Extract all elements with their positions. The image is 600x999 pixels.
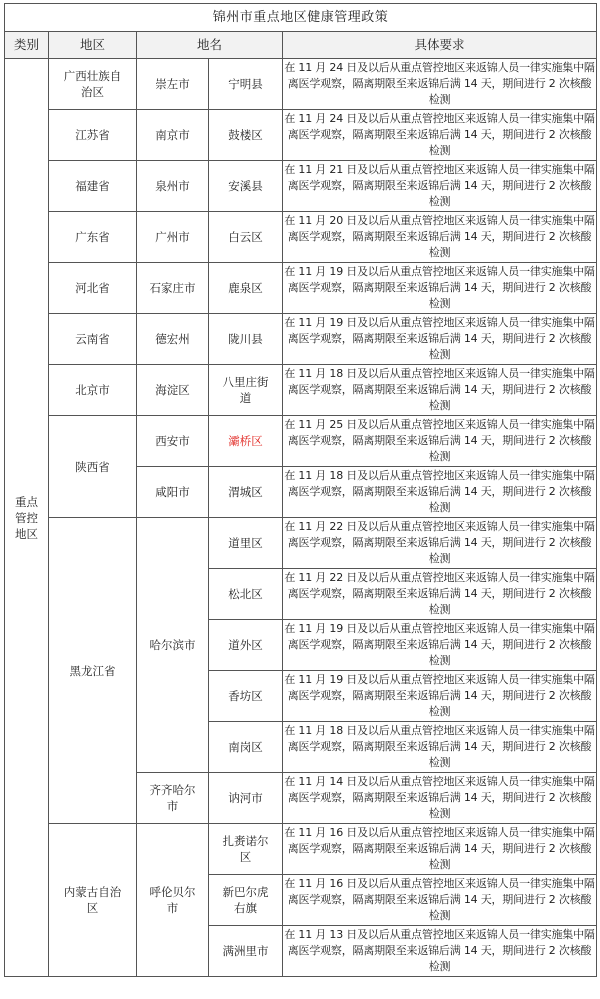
requirement-cell: 在 11 月 21 日及以后从重点管控地区来返锦人员一律实施集中隔离医学观察，隔离期限至来返锦后满 14 天，期间进行 2 次核酸检测 xyxy=(283,161,597,212)
district-cell: 安溪县 xyxy=(209,161,283,212)
requirement-cell: 在 11 月 13 日及以后从重点管控地区来返锦人员一律实施集中隔离医学观察，隔离期限至来返锦后满 14 天，期间进行 2 次核酸检测 xyxy=(283,926,597,977)
district-cell: 陇川县 xyxy=(209,314,283,365)
city-cell: 石家庄市 xyxy=(137,263,209,314)
district-cell: 鼓楼区 xyxy=(209,110,283,161)
city-cell: 齐齐哈尔 市 xyxy=(137,773,209,824)
table-row xyxy=(5,110,597,161)
category-cell: 重点 管控 地区 xyxy=(5,59,49,977)
policy-table xyxy=(4,3,597,977)
city-cell: 南京市 xyxy=(137,110,209,161)
district-cell: 满洲里市 xyxy=(209,926,283,977)
region-cell: 陕西省 xyxy=(49,416,137,518)
region-cell: 河北省 xyxy=(49,263,137,314)
city-cell: 海淀区 xyxy=(137,365,209,416)
table-row xyxy=(5,416,597,467)
district-cell: 松北区 xyxy=(209,569,283,620)
city-cell: 呼伦贝尔 市 xyxy=(137,824,209,977)
district-cell: 八里庄街 道 xyxy=(209,365,283,416)
region-cell: 内蒙古自治 区 xyxy=(49,824,137,977)
region-cell: 云南省 xyxy=(49,314,137,365)
district-cell: 新巴尔虎 右旗 xyxy=(209,875,283,926)
table-row xyxy=(5,212,597,263)
city-cell: 广州市 xyxy=(137,212,209,263)
district-cell: 鹿泉区 xyxy=(209,263,283,314)
requirement-cell: 在 11 月 19 日及以后从重点管控地区来返锦人员一律实施集中隔离医学观察，隔离期限至来返锦后满 14 天，期间进行 2 次核酸检测 xyxy=(283,671,597,722)
city-cell: 咸阳市 xyxy=(137,467,209,518)
district-cell: 灞桥区 xyxy=(209,416,283,467)
requirement-cell: 在 11 月 18 日及以后从重点管控地区来返锦人员一律实施集中隔离医学观察，隔离期限至来返锦后满 14 天，期间进行 2 次核酸检测 xyxy=(283,467,597,518)
district-cell: 香坊区 xyxy=(209,671,283,722)
district-cell: 道外区 xyxy=(209,620,283,671)
region-cell: 江苏省 xyxy=(49,110,137,161)
requirement-cell: 在 11 月 16 日及以后从重点管控地区来返锦人员一律实施集中隔离医学观察，隔离期限至来返锦后满 14 天，期间进行 2 次核酸检测 xyxy=(283,824,597,875)
table-title: 锦州市重点地区健康管理政策 xyxy=(5,4,597,32)
city-cell: 哈尔滨市 xyxy=(137,518,209,773)
district-cell: 南岗区 xyxy=(209,722,283,773)
header-requirement: 具体要求 xyxy=(283,32,597,59)
region-cell: 福建省 xyxy=(49,161,137,212)
district-cell: 白云区 xyxy=(209,212,283,263)
table-row xyxy=(5,59,597,110)
region-cell: 广西壮族自 治区 xyxy=(49,59,137,110)
table-row xyxy=(5,314,597,365)
district-cell: 讷河市 xyxy=(209,773,283,824)
requirement-cell: 在 11 月 22 日及以后从重点管控地区来返锦人员一律实施集中隔离医学观察，隔离期限至来返锦后满 14 天，期间进行 2 次核酸检测 xyxy=(283,518,597,569)
table-row xyxy=(5,263,597,314)
city-cell: 德宏州 xyxy=(137,314,209,365)
requirement-cell: 在 11 月 19 日及以后从重点管控地区来返锦人员一律实施集中隔离医学观察，隔离期限至来返锦后满 14 天，期间进行 2 次核酸检测 xyxy=(283,263,597,314)
district-cell: 道里区 xyxy=(209,518,283,569)
header-category: 类别 xyxy=(5,32,49,59)
city-cell: 西安市 xyxy=(137,416,209,467)
region-cell: 广东省 xyxy=(49,212,137,263)
region-cell: 北京市 xyxy=(49,365,137,416)
district-cell: 扎赉诺尔 区 xyxy=(209,824,283,875)
requirement-cell: 在 11 月 24 日及以后从重点管控地区来返锦人员一律实施集中隔离医学观察，隔离期限至来返锦后满 14 天，期间进行 2 次核酸检测 xyxy=(283,110,597,161)
city-cell: 崇左市 xyxy=(137,59,209,110)
district-cell: 宁明县 xyxy=(209,59,283,110)
city-cell: 泉州市 xyxy=(137,161,209,212)
requirement-cell: 在 11 月 18 日及以后从重点管控地区来返锦人员一律实施集中隔离医学观察，隔离期限至来返锦后满 14 天，期间进行 2 次核酸检测 xyxy=(283,722,597,773)
region-cell: 黑龙江省 xyxy=(49,518,137,824)
table-row xyxy=(5,824,597,875)
table-row xyxy=(5,161,597,212)
table-row xyxy=(5,518,597,569)
requirement-cell: 在 11 月 16 日及以后从重点管控地区来返锦人员一律实施集中隔离医学观察，隔离期限至来返锦后满 14 天，期间进行 2 次核酸检测 xyxy=(283,875,597,926)
table-header-row xyxy=(5,32,597,59)
header-region: 地区 xyxy=(49,32,137,59)
district-cell: 渭城区 xyxy=(209,467,283,518)
header-place-name: 地名 xyxy=(137,32,283,59)
requirement-cell: 在 11 月 19 日及以后从重点管控地区来返锦人员一律实施集中隔离医学观察，隔离期限至来返锦后满 14 天，期间进行 2 次核酸检测 xyxy=(283,314,597,365)
requirement-cell: 在 11 月 25 日及以后从重点管控地区来返锦人员一律实施集中隔离医学观察，隔离期限至来返锦后满 14 天，期间进行 2 次核酸检测 xyxy=(283,416,597,467)
table-row xyxy=(5,365,597,416)
requirement-cell: 在 11 月 24 日及以后从重点管控地区来返锦人员一律实施集中隔离医学观察，隔离期限至来返锦后满 14 天，期间进行 2 次核酸检测 xyxy=(283,59,597,110)
requirement-cell: 在 11 月 19 日及以后从重点管控地区来返锦人员一律实施集中隔离医学观察，隔离期限至来返锦后满 14 天，期间进行 2 次核酸检测 xyxy=(283,620,597,671)
requirement-cell: 在 11 月 18 日及以后从重点管控地区来返锦人员一律实施集中隔离医学观察，隔离期限至来返锦后满 14 天，期间进行 2 次核酸检测 xyxy=(283,365,597,416)
requirement-cell: 在 11 月 22 日及以后从重点管控地区来返锦人员一律实施集中隔离医学观察，隔离期限至来返锦后满 14 天，期间进行 2 次核酸检测 xyxy=(283,569,597,620)
requirement-cell: 在 11 月 14 日及以后从重点管控地区来返锦人员一律实施集中隔离医学观察，隔离期限至来返锦后满 14 天，期间进行 2 次核酸检测 xyxy=(283,773,597,824)
requirement-cell: 在 11 月 20 日及以后从重点管控地区来返锦人员一律实施集中隔离医学观察，隔离期限至来返锦后满 14 天，期间进行 2 次核酸检测 xyxy=(283,212,597,263)
